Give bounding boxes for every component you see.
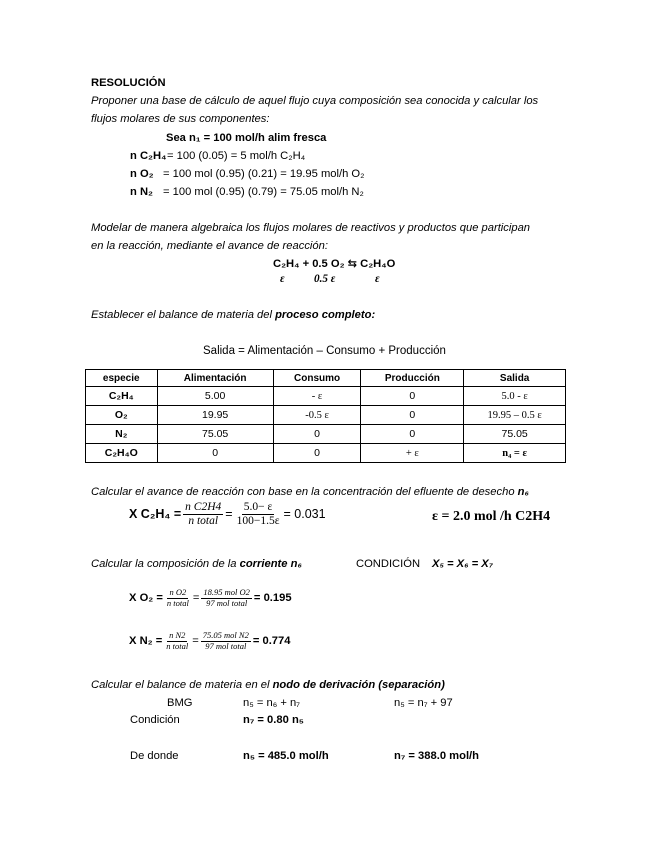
xo2-lhs: X O₂ =	[129, 591, 163, 604]
xn2-fraction-2	[201, 631, 251, 652]
xn2-lhs: X N₂ =	[129, 634, 163, 647]
balance-equation: Salida = Alimentación – Consumo + Producción	[203, 345, 446, 357]
result-n7: n₇ = 388.0 mol/h	[394, 750, 479, 762]
avance-formula	[129, 501, 326, 528]
table-cell: 0	[273, 444, 361, 463]
xo2-f1-num: n O2	[169, 587, 187, 597]
xn2-f2-den: 97 mol total	[205, 640, 247, 651]
derivacion-prefix: Calcular el balance de materia en el	[91, 679, 270, 691]
intro-line-2: flujos molares de sus componentes:	[91, 113, 270, 125]
avance-prefix: Calcular el avance de reacción con base en la concentración del efluente de desecho	[91, 486, 515, 498]
xo2-fraction-2	[201, 588, 252, 609]
xn2-fraction-1	[164, 631, 190, 652]
bmg-label: BMG	[167, 697, 193, 709]
model-line-2: en la reacción, mediante el avance de reacción:	[91, 240, 328, 252]
avance-frac2-den: 100−1.5ε	[236, 515, 280, 528]
table-cell: 0	[273, 425, 361, 444]
avance-answer: ε = 2.0 mol /h C2H4	[432, 509, 551, 524]
table-cell: 19.95 – 0.5 ε	[464, 406, 566, 425]
model-line-1: Modelar de manera algebraica los flujos molares de reactivos y productos que participan	[91, 222, 531, 234]
avance-text	[91, 486, 529, 499]
avance-eq: =	[225, 507, 233, 522]
avance-fraction-1	[183, 501, 223, 528]
result-n5: n₅ = 485.0 mol/h	[243, 750, 329, 762]
basis-c2h4-label: n C₂H₄	[130, 150, 167, 162]
xo2-result: = 0.195	[253, 591, 292, 604]
table-cell: 0	[361, 387, 464, 406]
basis-o2-label: n O₂	[130, 168, 154, 180]
xn2-f1-num: n N2	[169, 630, 186, 640]
condicion-row-label: Condición	[130, 714, 180, 726]
table-cell: -0.5 ε	[273, 406, 361, 425]
heading: RESOLUCIÓN	[91, 77, 166, 89]
table-header-cell: especie	[86, 370, 158, 387]
condicion-value: X₅ = X₆ = X₇	[432, 558, 493, 570]
avance-frac1-den: n total	[188, 515, 219, 528]
table-header-cell: Producción	[361, 370, 464, 387]
derivacion-text	[91, 679, 445, 692]
avance-fraction-2	[235, 501, 282, 528]
table-row	[86, 387, 566, 406]
composicion-bold: corriente n₆	[239, 558, 302, 570]
basis-n2-label: n N₂	[130, 186, 153, 198]
table-cell: 0	[361, 425, 464, 444]
balance-intro-bold: proceso completo:	[275, 309, 376, 321]
composicion-prefix: Calcular la composición de la	[91, 558, 237, 570]
basis-o2-value: = 100 mol (0.95) (0.21) = 19.95 mol/h O₂	[163, 168, 365, 180]
composicion-text	[91, 558, 302, 571]
table-cell: - ε	[273, 387, 361, 406]
table-header-cell: Alimentación	[157, 370, 273, 387]
table-cell: 19.95	[157, 406, 273, 425]
reaction-coef-c2h4: ε	[280, 273, 285, 285]
avance-frac2-num: 5.0− ε	[242, 501, 275, 515]
table-cell: + ε	[361, 444, 464, 463]
table-cell: 75.05	[464, 425, 566, 444]
avance-stream: n₆	[517, 486, 529, 498]
table-row	[86, 425, 566, 444]
table-cell-species: C₂H₄	[86, 387, 158, 406]
balance-table	[85, 369, 566, 463]
table-row	[86, 444, 566, 463]
xn2-formula: X N₂ = $\frac{\text{n N2}}{\text{n total}}$ = $\frac{\text{75.05 mol N2}}{\text{97 mol total}}$ = 0.774	[129, 630, 291, 651]
xo2-f2-den: 97 mol total	[206, 597, 248, 608]
table-cell: 0	[361, 406, 464, 425]
table-header-cell: Salida	[464, 370, 566, 387]
xn2-f2-num: 75.05 mol N2	[202, 630, 249, 640]
bmg-eq-1: n₅ = n₆ + n₇	[243, 697, 301, 709]
reaction-equation: C₂H₄ + 0.5 O₂ ⇆ C₂H₄O	[273, 258, 396, 270]
table-cell-species: O₂	[86, 406, 158, 425]
avance-result: = 0.031	[283, 507, 326, 522]
table-row	[86, 406, 566, 425]
balance-intro	[91, 309, 375, 322]
derivacion-bold: nodo de derivación (separación)	[272, 679, 445, 691]
xo2-f1-den: n total	[166, 597, 189, 608]
de-donde-label: De donde	[130, 750, 179, 762]
table-header-cell: Consumo	[273, 370, 361, 387]
xo2-fraction-1	[165, 588, 191, 609]
bmg-eq-2: n₅ = n₇ + 97	[394, 697, 453, 709]
condicion-row-eq: n₇ = 0.80 n₅	[243, 714, 304, 726]
table-cell: 5.0 - ε	[464, 387, 566, 406]
xn2-f1-den: n total	[166, 640, 189, 651]
table-cell: n₄ = ε	[464, 444, 566, 463]
intro-line-1: Proponer una base de cálculo de aquel flujo cuya composición sea conocida y calcular los	[91, 95, 539, 107]
basis-c2h4-value: = 100 (0.05) = 5 mol/h C₂H₄	[167, 150, 306, 162]
table-cell: 0	[157, 444, 273, 463]
xo2-f2-num: 18.95 mol O2	[203, 587, 250, 597]
table-cell: 5.00	[157, 387, 273, 406]
xo2-formula: X O₂ = $\frac{\text{n O2}}{\text{n total}}$ = $\frac{\text{18.95 mol O2}}{\text{97 mol total}}$ = 0.195	[129, 587, 292, 608]
table-cell: 75.05	[157, 425, 273, 444]
table-cell-species: N₂	[86, 425, 158, 444]
basis-n2-value: = 100 mol (0.95) (0.79) = 75.05 mol/h N₂	[163, 186, 364, 198]
avance-frac1-num: n C2H4	[183, 501, 223, 515]
avance-lhs: X C₂H₄ =	[129, 507, 182, 522]
table-cell-species: C₂H₄O	[86, 444, 158, 463]
reaction-coef-o2: 0.5 ε	[314, 273, 336, 285]
basis-sea: Sea n₁ = 100 mol/h alim fresca	[166, 132, 327, 144]
balance-intro-prefix: Establecer el balance de materia del	[91, 309, 272, 321]
condicion-label: CONDICIÓN	[356, 558, 421, 570]
table-header-row	[86, 370, 566, 387]
reaction-coef-c2h4o: ε	[375, 273, 380, 285]
xn2-result: = 0.774	[252, 634, 291, 647]
